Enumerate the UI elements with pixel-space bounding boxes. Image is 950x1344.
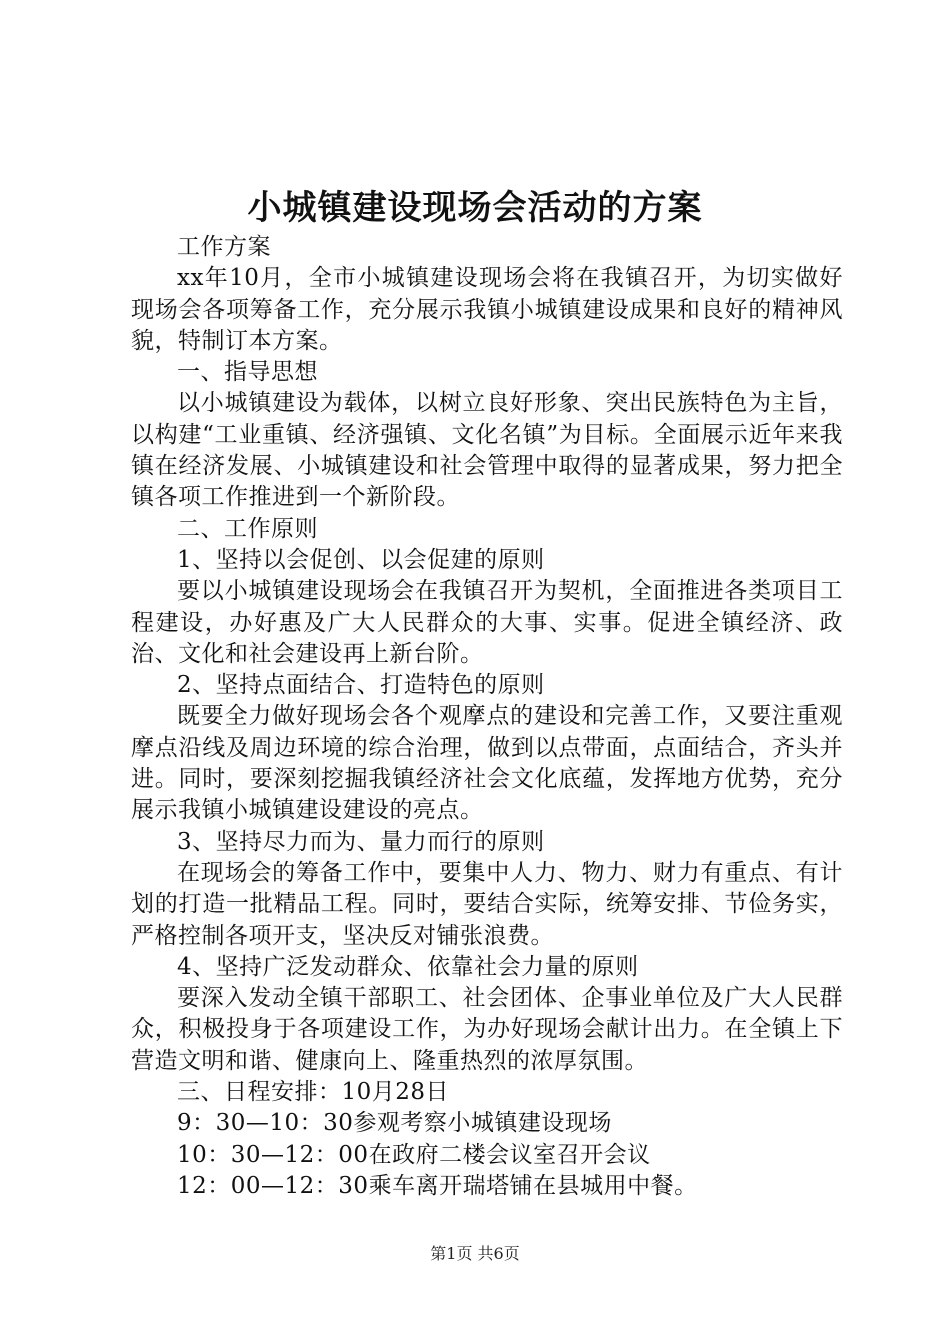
principle-heading-4: 4、坚持广泛发动群众、依靠社会力量的原则 [177,953,639,980]
principle-text-1: 要以小城镇建设现场会在我镇召开为契机，全面推进各类项目工程建设，办好惠及广大人民群众的大事、实事。促进全镇经济、政治、文化和社会建设再上新台阶。 [131,578,843,667]
paragraph-intro: xx年10月，全市小城镇建设现场会将在我镇召开，为切实做好现场会各项筹备工作，充分展示我镇小城镇建设成果和良好的精神风貌，特制订本方案。 [131,265,843,354]
document-title: 小城镇建设现场会活动的方案 [247,188,703,228]
page-number-footer: 第1页 共6页 [430,1244,520,1263]
section-heading-work-principles: 二、工作原则 [177,515,318,542]
principle-text-4: 要深入发动全镇干部职工、社会团体、企事业单位及广大人民群众，积极投身于各项建设工作，为办好现场会献计出力。在全镇上下营造文明和谐、健康向上、隆重热烈的浓厚氛围。 [131,985,843,1074]
section-heading-schedule: 三、日程安排：10月28日 [177,1079,450,1106]
principle-heading-2: 2、坚持点面结合、打造特色的原则 [177,672,545,699]
paragraph-heading-work-plan: 工作方案 [177,234,271,260]
schedule-item-2: 10：30—12：00在政府二楼会议室召开会议 [177,1141,651,1168]
principle-heading-3: 3、坚持尽力而为、量力而行的原则 [177,828,545,855]
principle-text-3: 在现场会的筹备工作中，要集中人力、物力、财力有重点、有计划的打造一批精品工程。同时，要结合实际，统筹安排、节俭务实，严格控制各项开支，坚决反对铺张浪费。 [131,859,843,949]
section-heading-guiding-ideology: 一、指导思想 [177,359,318,386]
paragraph-guiding-ideology: 以小城镇建设为载体，以树立良好形象、突出民族特色为主旨，以构建“工业重镇、经济强镇、文化名镇”为目标。全面展示近年来我镇在经济发展、小城镇建设和社会管理中取得的显著成果，努力把全镇各项工作推进到一个新阶段。 [131,390,843,511]
schedule-item-3: 12：00—12：30乘车离开瑞塔铺在县城用中餐。 [177,1172,698,1199]
document-body [131,232,843,1202]
principle-text-2: 既要全力做好现场会各个观摩点的建设和完善工作，又要注重观摩点沿线及周边环境的综合治理，做到以点带面，点面结合，齐头并进。同时，要深刻挖掘我镇经济社会文化底蕴，发挥地方优势，充分展示我镇小城镇建设建设的亮点。 [131,703,843,824]
schedule-item-1: 9：30—10：30参观考察小城镇建设现场 [177,1110,612,1137]
principle-heading-1: 1、坚持以会促创、以会促建的原则 [177,546,545,573]
